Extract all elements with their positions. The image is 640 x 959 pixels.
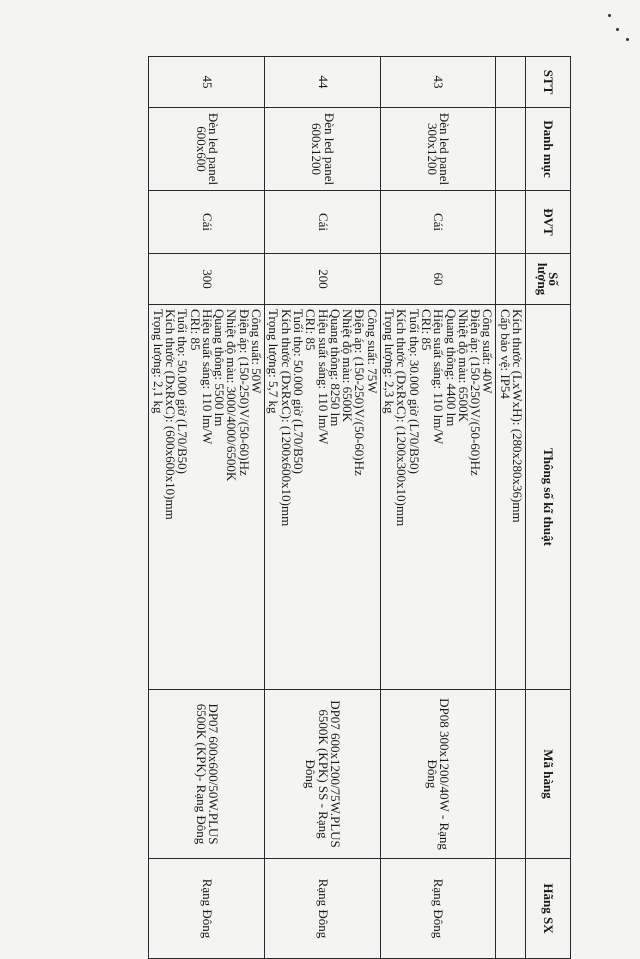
continuation-row	[496, 57, 526, 959]
spec-line: Nhiệt độ màu: 6500K	[340, 309, 356, 423]
spec-line: Cấp bảo vệ: IP54	[497, 309, 513, 399]
row-code: DP07 600x1200/75W.PLUS 6500K (KPK) SS - Rạng Đông	[265, 690, 381, 859]
header-qty: Số lượng	[526, 254, 571, 305]
header-spec: Thông số kĩ thuật	[526, 305, 571, 690]
spec-line: Quang thông: 4400 lm	[443, 309, 459, 427]
header-mfr: Hãng SX	[526, 859, 571, 959]
header-code: Mã hàng	[526, 690, 571, 859]
spec-line: CRI: 85	[303, 309, 319, 351]
table-row	[265, 57, 381, 959]
spec-line: Điện áp: (150-250)V/(50-60)Hz	[236, 309, 252, 476]
row-qty: 300	[149, 254, 265, 305]
row-name: Đèn led panel 300x1200	[380, 108, 496, 191]
spec-line: Trọng lượng: 5,7 kg	[266, 309, 282, 414]
header-name: Danh mục	[526, 108, 571, 191]
row-stt: 43	[380, 57, 496, 108]
table-row	[149, 57, 265, 959]
spec-line: Tuổi thọ: 50.000 giờ (L70/B50)	[175, 309, 191, 474]
spec-line: Kích thước (LxWxH): (280x280x36)mm	[510, 309, 525, 523]
spec-line: Kích thước (DxRxC): (1200x300x10)mm	[394, 309, 410, 527]
spec-line: Trọng lượng: 2,3 kg	[382, 309, 398, 414]
spec-line: Nhiệt độ màu: 6500K	[455, 309, 471, 423]
row-name: Đèn led panel 600x600	[149, 108, 265, 191]
spec-line: Kích thước (DxRxC): (600x600x10)mm	[162, 309, 178, 520]
row-name: Đèn led panel 600x1200	[265, 108, 381, 191]
continuation-spec	[496, 305, 526, 690]
spec-line: Điện áp: (150-250)V/(50-60)Hz	[468, 309, 484, 476]
row-mfr: Rạng Đông	[265, 859, 381, 959]
spec-line: Trọng lượng: 2,1 kg	[150, 309, 166, 414]
spec-line: Tuổi thọ: 30.000 giờ (L70/B50)	[406, 309, 422, 474]
spec-line: Công suất: 75W	[364, 309, 380, 394]
spec-line: Hiệu suất sáng: 110 lm/W	[431, 309, 447, 445]
spec-table	[148, 56, 571, 959]
spec-line: Điện áp: (150-250)V/(50-60)Hz	[352, 309, 368, 476]
spec-line: Hiệu suất sáng: 110 lm/W	[199, 309, 215, 445]
spec-line: CRI: 85	[418, 309, 434, 351]
row-spec	[265, 305, 381, 690]
spec-line: Công suất: 40W	[480, 309, 496, 394]
row-unit: Cái	[149, 191, 265, 254]
row-spec	[380, 305, 496, 690]
spec-line: Nhiệt độ màu: 3000/4000/6500K	[224, 309, 240, 482]
spec-line: CRI: 85	[187, 309, 203, 351]
spec-line: Kích thước (DxRxC): (1200x600x10)mm	[278, 309, 294, 527]
header-row	[526, 57, 571, 959]
spec-line: Công suất: 50W	[249, 309, 265, 394]
row-code: DP08 300x1200/40W - Rạng Đông	[380, 690, 496, 859]
row-qty: 200	[265, 254, 381, 305]
row-mfr: Rạng Đông	[380, 859, 496, 959]
row-mfr: Rạng Đông	[149, 859, 265, 959]
row-stt: 45	[149, 57, 265, 108]
row-qty: 60	[380, 254, 496, 305]
spec-line: Quang thông: 8250 lm	[327, 309, 343, 427]
header-unit: ĐVT	[526, 191, 571, 254]
spec-line: Tuổi thọ: 50.000 giờ (L70/B50)	[290, 309, 306, 474]
header-stt: STT	[526, 57, 571, 108]
spec-line: Quang thông: 5500 lm	[212, 309, 228, 427]
row-stt: 44	[265, 57, 381, 108]
table-row	[380, 57, 496, 959]
row-unit: Cái	[380, 191, 496, 254]
spec-line: Hiệu suất sáng: 110 lm/W	[315, 309, 331, 445]
row-spec	[149, 305, 265, 690]
row-unit: Cái	[265, 191, 381, 254]
row-code: DP07 600x600/50W.PLUS 6500K (KPK)- Rạng Đông	[149, 690, 265, 859]
